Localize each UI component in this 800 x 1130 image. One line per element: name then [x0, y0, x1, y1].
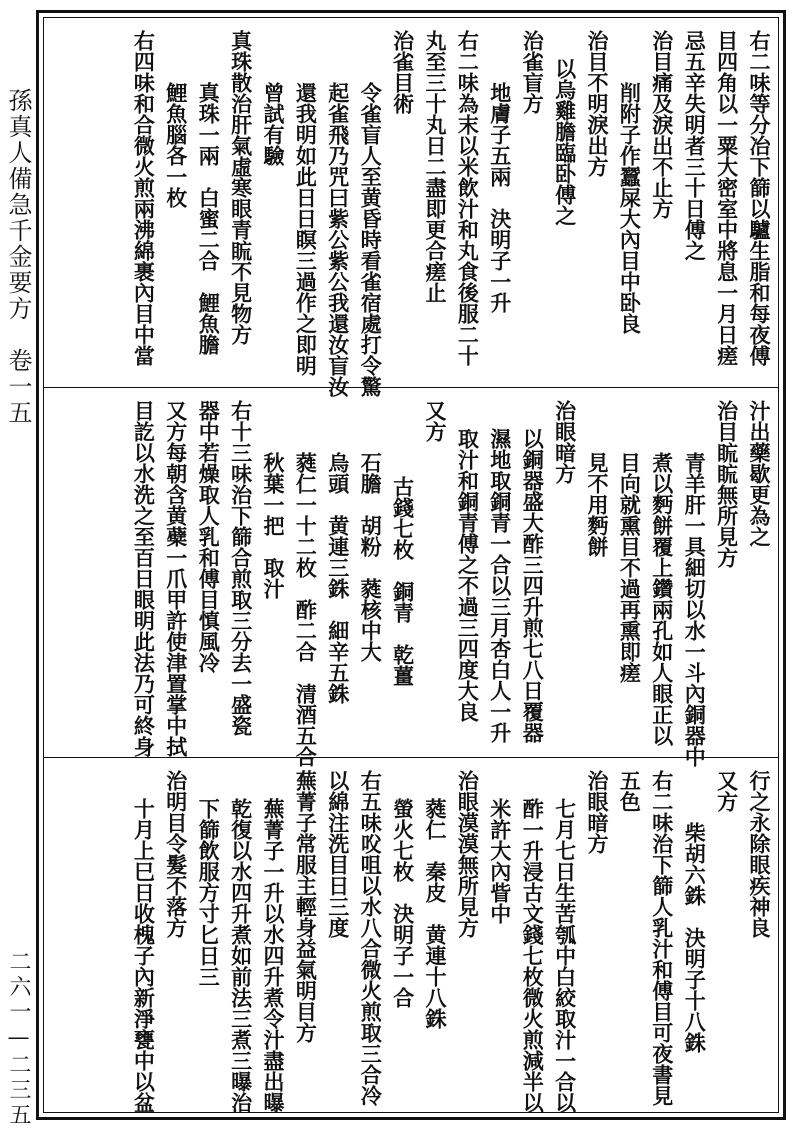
- text-column: 右二味治下篩人乳汁和傅目可夜書見: [649, 770, 675, 1106]
- text-column: 地膚子五兩 決明子一升: [487, 82, 513, 313]
- text-column: 煮以麪餅覆上鑽兩孔如人眼正以: [649, 452, 675, 746]
- text-column: 下篩飲服方寸匕日三: [196, 798, 222, 987]
- text-column: 目四角以一粟大密室中將息一月日瘥: [714, 30, 740, 366]
- text-column: 目向就熏目不過再熏即瘥: [617, 452, 643, 683]
- text-column: 曾試有驗: [261, 82, 286, 166]
- text-column: 丸至三十丸日二盡即更合瘥止: [423, 30, 448, 303]
- text-column: 以綿注洗目日三度: [325, 770, 351, 938]
- register-middle: [44, 388, 778, 767]
- text-column: 蕪菁子一升以水四升煮令汁盡出曝: [261, 798, 286, 1113]
- text-column: 削附子作蠶屎大內目中卧良: [617, 82, 643, 334]
- text-column: 烏頭 黄連三銖 細辛五銖: [325, 452, 351, 704]
- text-column: 以銅器盛大酢三四升煎七八日覆器: [520, 428, 546, 743]
- text-column: 以烏雞膽臨卧傅之: [552, 58, 578, 226]
- text-column: 治目䀮䀮無所見方: [714, 400, 740, 568]
- text-column: 酢一升浸古文錢七枚微火煎減半以: [520, 798, 546, 1113]
- text-column: 治雀盲方: [520, 30, 546, 114]
- text-column: 又方: [423, 400, 448, 442]
- text-column: 還我明如此日日瞑三過作之即明: [293, 82, 319, 376]
- text-column: 濕地取銅青一合以三月杏白人一升: [487, 428, 513, 743]
- text-column: 見不用麪餅: [585, 452, 610, 557]
- text-column: 治目痛及淚出不止方: [649, 30, 675, 219]
- text-column: 令雀盲人至黄昏時看雀宿處打令驚: [358, 82, 384, 397]
- text-column: 古錢七枚 銅青 乾薑: [390, 476, 416, 686]
- text-column: 七月七日生苦瓠中白絞取汁一合以: [552, 798, 578, 1113]
- page-frame-inner: [43, 17, 779, 1113]
- text-column: 蕤仁 秦皮 黄連十八銖: [423, 798, 448, 1029]
- text-column: 治眼漠漠無所見方: [455, 770, 481, 938]
- text-column: 柴胡六銖 決明子十八銖: [682, 822, 708, 1053]
- text-column: 治目不明淚出方: [585, 30, 610, 177]
- text-column: 蕤仁一十二枚 酢二合 清酒五合: [293, 452, 319, 767]
- page-frame: [36, 10, 786, 1120]
- text-column: 米許大內眥中: [487, 798, 513, 924]
- text-column: 起雀飛乃咒曰紫公紫公我還汝盲汝: [325, 82, 351, 397]
- text-column: 治明目令髮不落方: [163, 770, 189, 938]
- text-column: 右二味為末以米飲汁和丸食後服二十: [455, 30, 481, 366]
- text-column: 鯉魚腦各一枚: [163, 82, 189, 208]
- text-column: 石膽 胡粉 蕤核中大: [358, 452, 384, 662]
- text-column: 汁出藥歇更為之: [747, 400, 772, 547]
- text-column: 行之永除眼疾神良: [747, 770, 772, 938]
- text-column: 右五味㕮咀以水八合微火煎取三合冷: [358, 770, 384, 1106]
- text-column: 右二味等分冶下篩以驢生脂和每夜傅: [747, 30, 772, 366]
- text-column: 治眼暗方: [552, 400, 578, 484]
- text-column: 治雀目術: [390, 30, 416, 114]
- page-number-margin: 二六一—二三五: [6, 950, 31, 1128]
- text-column: 青羊肝一具細切以水一斗內銅器中: [682, 452, 708, 767]
- text-column: 治眼暗方: [585, 770, 610, 854]
- book-title-margin: 孫真人備急千金要方 卷一五: [4, 88, 32, 426]
- text-column: 五色: [617, 770, 643, 812]
- text-column: 右四味和合微火煎兩沸綿裹內目中當: [131, 30, 157, 366]
- text-column: 目訖以水洗之至百日眼明此法乃可終身: [131, 400, 157, 757]
- text-column: 又方每朝含黄蘗一爪甲許使津置掌中拭: [163, 400, 189, 757]
- register-top: [44, 18, 778, 397]
- text-column: 蕪菁子常服主輕身益氣明目方: [293, 770, 319, 1043]
- text-column: 十月上巳日收槐子內新淨甕中以盆: [131, 798, 157, 1113]
- text-column: 忌五辛失明者三十日傅之: [682, 30, 708, 261]
- text-column: 又方: [714, 770, 740, 812]
- text-column: 器中若燥取人乳和傅目慎風冷: [196, 400, 222, 673]
- text-column: 真珠一兩 白蜜二合 鯉魚膽: [196, 82, 222, 355]
- text-column: 乾復以水四升煮如前法三煮三曝治: [228, 798, 254, 1113]
- register-bottom: [44, 758, 778, 1114]
- text-column: 真珠散治肝氣虛寒眼青䀮不見物方: [228, 30, 254, 345]
- text-column: 取汁和銅青傅之不過三四度大良: [455, 428, 481, 722]
- text-column: 秋葉一把 取汁: [261, 452, 286, 599]
- text-column: 右十三味治下篩合煎取三分去一盛瓷: [228, 400, 254, 736]
- text-column: 螢火七枚 決明子一合: [390, 798, 416, 1008]
